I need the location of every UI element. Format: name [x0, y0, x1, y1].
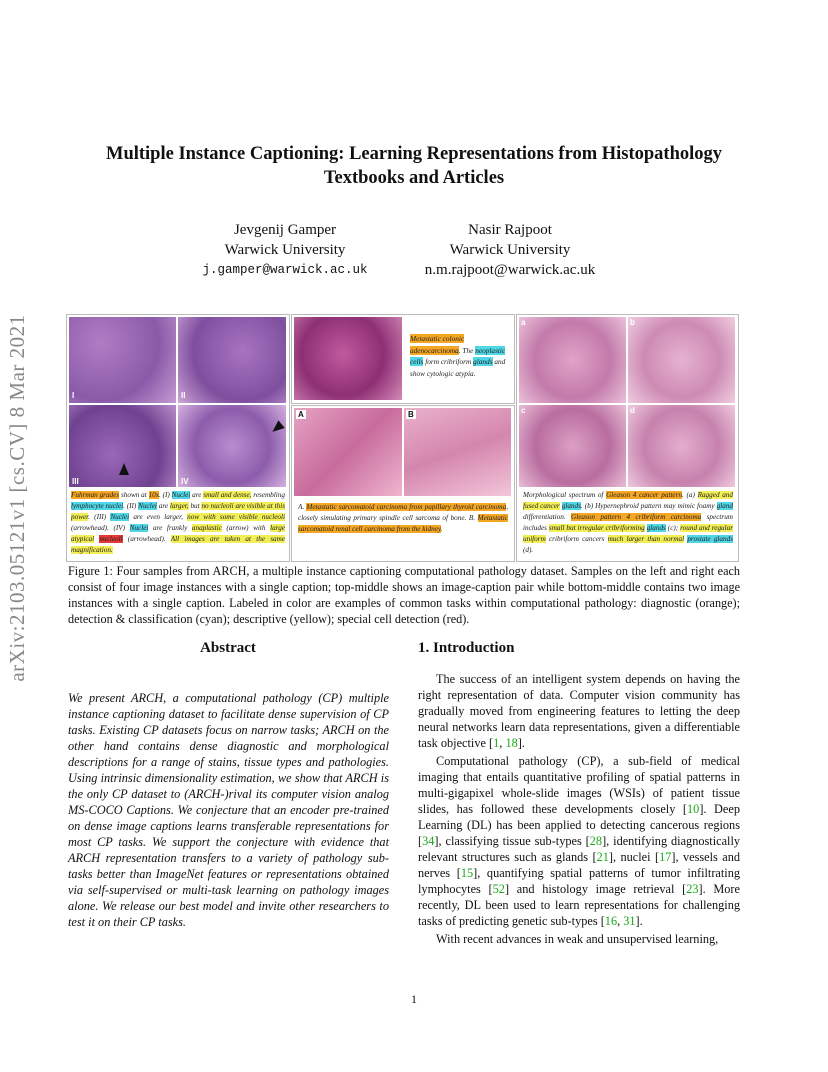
micrograph-image [69, 317, 176, 403]
author-email[interactable]: n.m.rajpoot@warwick.ac.uk [424, 262, 596, 278]
author-email[interactable]: j.gamper@warwick.ac.uk [202, 263, 368, 277]
citation-link[interactable]: 10 [687, 802, 700, 816]
micrograph-image [178, 405, 286, 487]
author-name: Nasir Rajpoot [468, 222, 552, 238]
citation-link[interactable]: 31 [623, 914, 636, 928]
abstract-heading: Abstract [200, 640, 256, 656]
citation-link[interactable]: 21 [596, 850, 609, 864]
author-1 [190, 220, 380, 280]
page-number: 1 [411, 992, 417, 1006]
introduction-text [418, 671, 740, 949]
author-affiliation: Warwick University [449, 242, 571, 258]
figure-bottom-middle-panel [291, 405, 515, 562]
citation-link[interactable]: 18 [505, 736, 518, 750]
right-caption: Morphological spectrum of Gleason 4 cancer pattern. (a) Ragged and fused cancer glands. (b) Hypernephroid pattern may mimic foamy gland differentiation. Gleason pattern 4 cribriform carcinoma spectrum includes small but irregular cribriforming glands (c); round and regular uniform cribriform cancers much larger than normal prostate glands (d). [523, 491, 734, 554]
intro-paragraph-3: With recent advances in weak and unsupervised learning, [436, 932, 719, 946]
title-line-1: Multiple Instance Captioning: Learning Representations from Histopathology [105, 144, 722, 164]
figure-caption: Figure 1: Four samples from ARCH, a multiple instance captioning computational pathology dataset. Samples on the left and right each consist of four image instances with a single caption; top-middle shows an image-caption pair while bottom-middle contains two image instances with a single caption. Labeled in color are examples of common tasks within computational pathology: diagnostic (orange); detection & classification (cyan); descriptive (yellow); special cell detection (red). [68, 564, 740, 626]
figure-right-panel [516, 314, 739, 562]
citation-link[interactable]: 17 [659, 850, 672, 864]
arrowhead-icon [119, 463, 129, 475]
panel-tag: A [298, 410, 304, 419]
citation-link[interactable]: 1 [493, 736, 500, 750]
left-caption: Fuhrman grades shown at 10x. (I) Nuclei are small and dense, resembling lymphocyte nuclei. (II) Nuclei are larger, but no nucleoli are visible at this power. (III) Nuclei are even larger, now with some visible nucleoli (arrowhead). (IV) Nuclei are frankly anaplastic (arrow) with large atypical nucleoli (arrowhead). All images are taken at the same magnification. [71, 491, 285, 554]
paper-title [60, 142, 768, 190]
panel-tag: III [72, 477, 79, 486]
micrograph-image [294, 408, 402, 496]
top-middle-caption: Metastatic colonic adenocarcinoma. The neoplastic cells form cribriform glands and show cytologic atypia. [410, 334, 506, 378]
intro-paragraph-2: Computational pathology (CP), a sub-field of medical imaging that entails quantitative profiling of spatial patterns in multi-gigapixel whole-slide images (WSIs) of patient tissue slides, has followed these developments closely [10]. Deep Learning (DL) has been applied to detecting cancerous regions [34], classifying tissue sub-types [28], identifying diagnostically relevant structures such as glands [21], nuclei [17], vessels and nerves [15], quantifying spatial patterns of tumor infiltrating lymphocytes [52] and histology image retrieval [23]. More recently, DL been used to learn representations for challenging tasks of predicting genetic sub-types [16, 31]. [418, 754, 741, 928]
author-name: Jevgenij Gamper [233, 222, 337, 238]
micrograph-image [519, 405, 626, 487]
author-2 [410, 220, 610, 280]
citation-link[interactable]: 52 [492, 882, 505, 896]
panel-tag: B [408, 410, 414, 419]
micrograph-image [178, 317, 286, 403]
micrograph-image [628, 317, 735, 403]
abstract-text: We present ARCH, a computational pathology (CP) multiple instance captioning dataset to facilitate dense supervision of CP tasks. Existing CP datasets focus on narrow tasks; ARCH on the other hand contains dense diagnostic and morphological descriptions for a range of stains, tissue types and pathologies. Using intrinsic dimensionality estimation, we show that ARCH is the only CP dataset to (ARCH-)rival its computer vision analog MS-COCO Captions. We conjecture that an encoder pre-trained on dense image captions learns transferable representations for most CP tasks. We support the conjecture with evidence that ARCH representation transfers to a variety of pathology sub-tasks better than ImageNet features or representations obtained via self-supervised or multi-task learning on pathology images alone. We release our best model and invite other researchers to test it on their CP tasks. [68, 691, 389, 929]
citation-link[interactable]: 34 [422, 834, 435, 848]
introduction-heading: 1. Introduction [418, 640, 515, 656]
citation-link[interactable]: 16 [604, 914, 618, 928]
panel-tag: IV [181, 477, 189, 486]
intro-paragraph-1: The success of an intelligent system depends on having the right representation of data. Computer vision community has gradually moved from engineering features to letting the deep neural networks learn data representations, given a differentiable task objective [1, 18]. [418, 672, 740, 750]
panel-tag: a [521, 318, 526, 327]
title-line-2: Textbooks and Articles [323, 168, 505, 188]
bottom-middle-caption: A. Metastatic sarcomatoid carcinoma from papillary thyroid carcinoma, closely simulating primary spindle cell sarcoma of bone. B. Metastatic sarcomatoid renal cell carcinoma from the kidney. [298, 503, 509, 533]
citation-link[interactable]: 28 [589, 834, 603, 848]
figure-top-middle-panel [291, 314, 515, 404]
micrograph-image [404, 408, 511, 496]
citation-link[interactable]: 15 [460, 866, 474, 880]
panel-tag: II [181, 391, 186, 400]
citation-link[interactable]: 23 [686, 882, 699, 896]
panel-tag: d [630, 406, 635, 415]
figure-1 [66, 314, 738, 562]
panel-tag: I [72, 391, 75, 400]
micrograph-image [628, 405, 735, 487]
micrograph-image [294, 317, 402, 400]
panel-tag: b [630, 318, 635, 327]
figure-left-panel [66, 314, 290, 562]
author-affiliation: Warwick University [224, 242, 346, 258]
arxiv-stamp: arXiv:2103.05121v1 [cs.CV] 8 Mar 2021 [5, 314, 29, 682]
panel-tag: c [521, 406, 526, 415]
micrograph-image [519, 317, 626, 403]
